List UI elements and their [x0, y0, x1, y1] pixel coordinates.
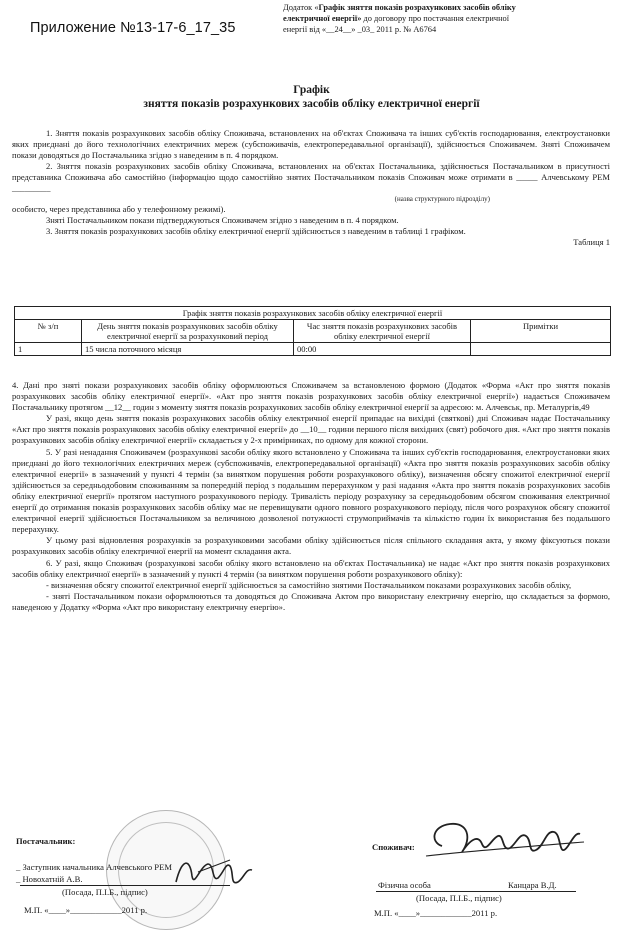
table-label: Таблиця 1	[573, 236, 610, 247]
attachment-tag: Приложение №13-17-6_17_35	[30, 20, 236, 36]
table-cell-number: 1	[15, 343, 82, 356]
supplier-name: _ Новохатній А.В.	[16, 874, 83, 884]
supplier-signature	[168, 852, 258, 894]
supplier-heading: Постачальник:	[16, 836, 76, 846]
supplier-mp: М.П. «____»____________2011 р.	[24, 905, 148, 915]
paragraph-6: 6. У разі, якщо Споживач (розрахункові засоби обліку якого встановлено на об'єктах Постачальника) не надає «Акт про зняття показів розрахункових засобів обліку електричної енергії» в зазначений у пункті 4 термін (за винятком порушення роботи розрахункового обліку):	[12, 557, 610, 579]
section-4-5-6	[12, 380, 610, 613]
paragraph-2: 2. Зняття показів розрахункових засобів обліку Споживача, встановлених на об'єктах Постачальника, здійснюється Постачальником в присутності представника Споживача або самостійно (інформацію щодо самостійно знятих Постачальником показів Споживач може отримати в _____ Алчевському РЕМ _________	[12, 161, 610, 194]
consumer-position: Фізична особа	[378, 880, 431, 890]
table-header-day: День зняття показів розрахункових засобів обліку електричної енергії за розрахунковий період	[82, 320, 294, 343]
table-cell-day: 15 числа поточного місяця	[82, 343, 294, 356]
paragraph-2-continued: особисто, через представника або у телефонному режимі).	[12, 203, 226, 214]
header-text-1b: Графік зняття показів розрахункових засобів обліку	[318, 3, 516, 12]
table-header-time: Час зняття показів розрахункових засобів обліку електричної енергії	[294, 320, 471, 343]
supplier-position: _ Заступник начальника Алчевського РЕМ	[16, 862, 172, 872]
header-text-1a: Додаток «	[283, 3, 319, 12]
table-header-notes: Примітки	[471, 320, 611, 343]
paragraph-4-weekend: У разі, якщо день зняття показів розрахункових засобів обліку електричної енергії припадає на вихідні (святкові) дні Споживач надає Постачальнику «Акт про зняття показів розрахункових засобів обліку електричної енергії» до __10__ години першого після вихідних (свят) робочого дня. «Акт про зняття показів розрахункових засобів обліку електричної енергії» складається у 2-х примірниках, по одному для кожної сторони.	[12, 413, 610, 446]
paragraph-6-b: - зняті Постачальником покази оформлюються та доводяться до Споживача Актом про використану електричну енергію, що складається за формою, наведеною у Додатку «Форма «Акт про використану електричну енергію».	[12, 590, 610, 612]
consumer-signature-line	[376, 891, 576, 892]
consumer-signature	[420, 812, 590, 876]
consumer-mp: М.П. «____»____________2011 р.	[374, 908, 498, 918]
table-cell-notes	[471, 343, 611, 356]
paragraph-2-confirmation: Зняті Постачальником покази підтверджуються Споживачем згідно з наведеним в п. 4 порядком.	[46, 214, 399, 225]
supplier-caption: (Посада, П.І.Б., підпис)	[62, 887, 148, 897]
consumer-caption: (Посада, П.І.Б., підпис)	[416, 893, 502, 903]
document-subtitle: зняття показів розрахункових засобів обліку електричної енергії	[143, 98, 480, 110]
table-header-number: № з/п	[15, 320, 82, 343]
consumer-name: Канцара В.Д.	[508, 880, 557, 890]
header-text-2b: до договору про постачання електричної	[361, 14, 510, 23]
header-text-3: енергії від «__24__» _03_ 2011 р. № А6764	[283, 25, 437, 34]
paragraph-2-note: (назва структурного підрозділу)	[394, 194, 490, 203]
paragraph-3: 3. Зняття показів розрахункових засобів обліку електричної енергії здійснюється з наведеним в таблиці 1 графіком.	[46, 225, 466, 236]
paragraph-6-a: - визначення обсягу спожитої електричної енергії здійснюється за самостійно знятими Постачальником показами розрахункових засобів обліку,	[46, 579, 572, 590]
paragraph-4: 4. Дані про зняті покази розрахункових засобів обліку оформлюються Споживачем за встановленою формою (Додаток «Форма «Акт про зняття показів розрахункових засобів обліку електричної енергії». «Акт про зняття показів розрахункових засобів обліку електричної енергії») надається Споживачем Постачальнику протягом __12__ годин з моменту зняття показів розрахункових засобів обліку електричної енергії за адресою: м. Алчевськ, пр. Металургів,49	[12, 380, 610, 413]
paragraph-5: 5. У разі ненадання Споживачем (розрахункові засоби обліку якого встановлено у Споживача та інших суб'єктів господарювання, електроустановки яких приєднані до його технологічних електричних мереж (субспоживачів, електропередавальної організації) «Акта про зняття показів розрахункових засобів обліку електричної енергії» в зазначений у пункті 4 термін (за винятком порушення роботи розрахункового обліку), визначення обсягу спожитої електричної енергії здійснюється за середньодобовим споживанням за попередній період з подальшим перерахунком у разі надання «Акта про зняття показів розрахункових засобів обліку електричної енергії» протягом наступного розрахункового періоду. Тривалість періоду розрахунку за середньодобовим обсягом споживання електричної енергії до отримання показів розрахункових засобів обліку має не перевищувати одного повного розрахункового періоду, після чого розрахунок обсягу спожитої електричної енергії здійснюється Постачальником за величиною дозволеної потужності струмоприймачів та кількістю годин їх використання без подальшого перерахунку.	[12, 446, 610, 535]
document-header	[283, 2, 613, 35]
supplier-position-text: Заступник начальника Алчевського РЕМ	[22, 862, 172, 872]
table-caption: Графік зняття показів розрахункових засобів обліку електричної енергії	[15, 307, 611, 320]
document-title: Графік	[293, 84, 330, 96]
header-text-2a: електричної енергії»	[283, 14, 362, 23]
consumer-heading: Споживач:	[372, 842, 415, 852]
schedule-table	[14, 306, 611, 356]
section-1-2-3	[12, 128, 610, 248]
table-row	[15, 343, 611, 356]
paragraph-5-restore: У цьому разі відновлення розрахунків за розрахунковими засобами обліку здійснюється після спільного складання акта, у якому фіксуються покази розрахункових засобів обліку електричної енергії на момент складання акта.	[12, 535, 610, 557]
table-cell-time: 00:00	[294, 343, 471, 356]
paragraph-1: 1. Зняття показів розрахункових засобів обліку Споживача, встановлених на об'єктах Споживача та інших суб'єктів господарювання, електроустановки яких приєднані до його технологічних електричних мереж (субспоживачів, електропередавальної організації), здійснюється Споживачем. Зняті Споживачем покази доводяться до Постачальника згідно з наведеним в п. 4 порядком.	[12, 128, 610, 161]
supplier-name-text: Новохатній А.В.	[22, 874, 83, 884]
